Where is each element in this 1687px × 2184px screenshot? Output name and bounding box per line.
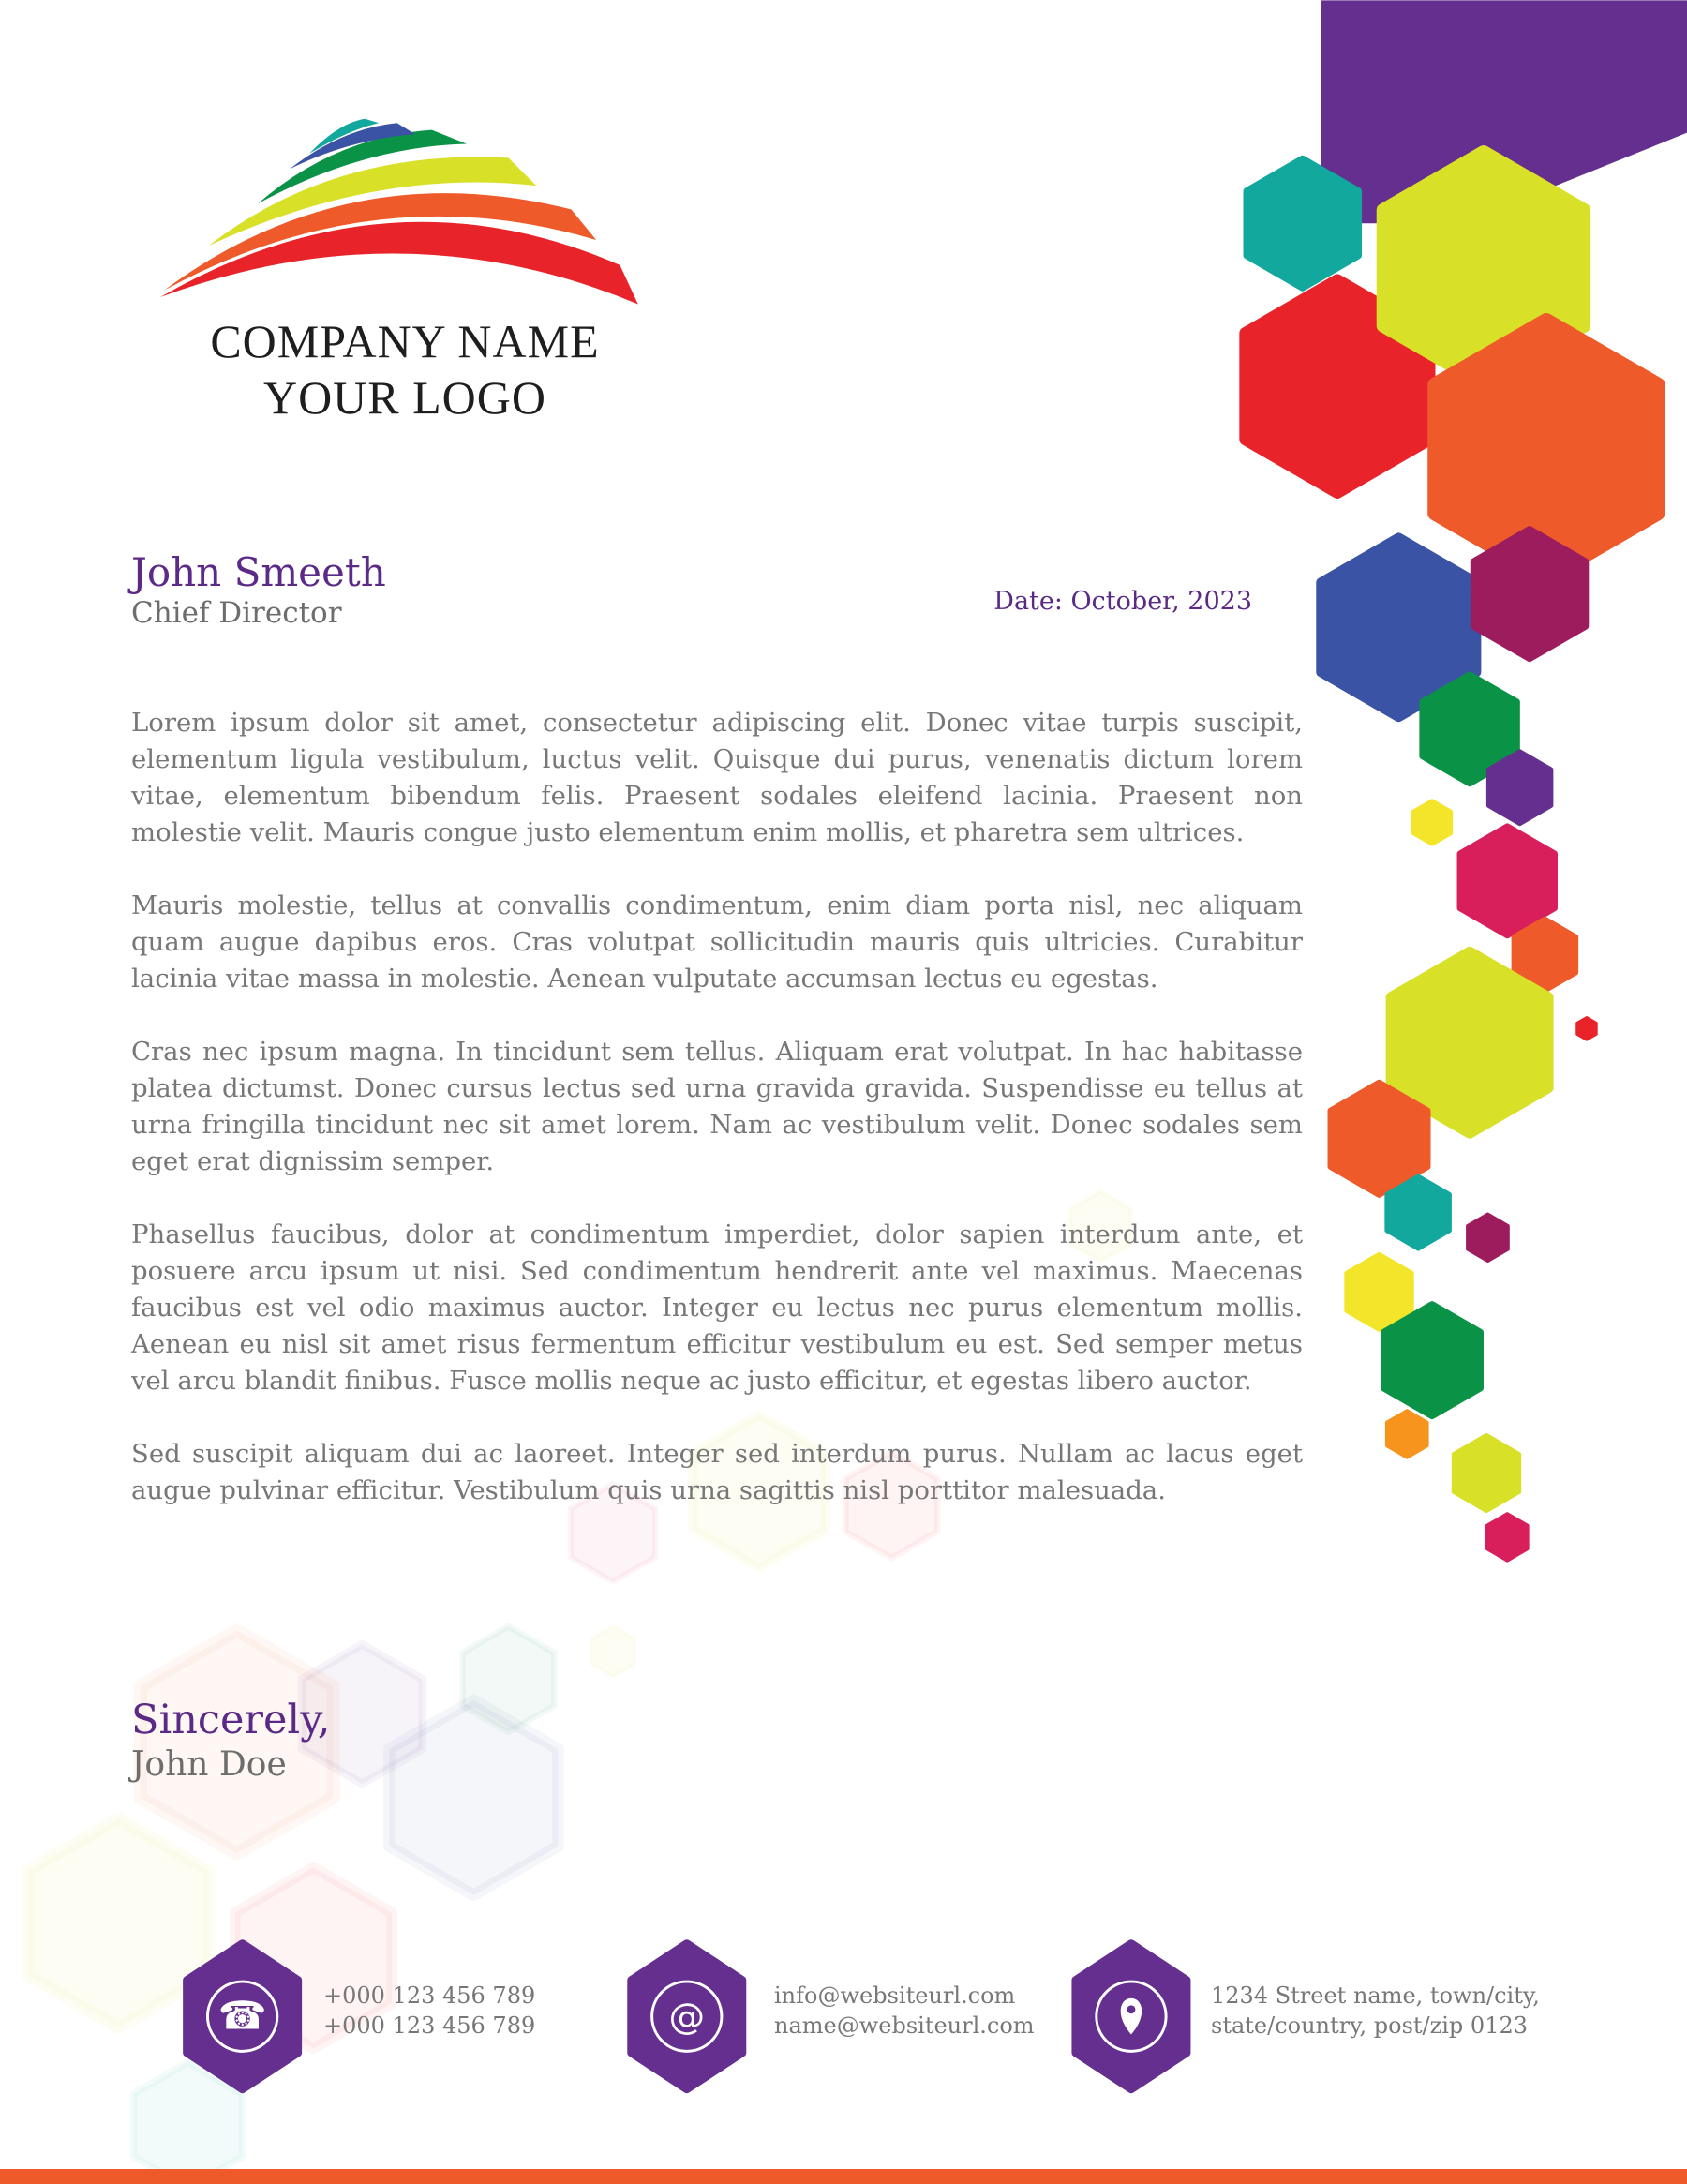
- svg-text:@: @: [668, 1996, 706, 2039]
- hexagon-shape: [463, 1626, 555, 1732]
- svg-text:☎: ☎: [217, 1992, 267, 2039]
- logo-rainbow-arcs: [160, 119, 638, 305]
- email-line-2[interactable]: name@websiteurl.com: [774, 2012, 1035, 2039]
- hexagon-shape: [389, 1700, 558, 1895]
- hexagon-shape: [1384, 1305, 1481, 1416]
- hexagon-shape: [1468, 1214, 1509, 1262]
- phone-line-1: +000 123 456 789: [323, 1982, 536, 2009]
- hexagon-shape: [591, 1626, 634, 1677]
- hexagon-shape: [1454, 1435, 1519, 1510]
- hexagon-shape: [1412, 800, 1451, 845]
- body-paragraph: Phasellus faucibus, dolor at condimentum imperdiet, dolor sapien interdum ante, et posuere arcu ipsum ut nisi. Sed condimentum hendrerit ante vel maximus. Maecenas faucibus est vel odio maximus auctor. Integer eu lectus nec purus elementum mollis. Aenean eu nisl sit amet risus fermentum efficitur vestibulum eu est. Sed semper metus vel arcu blandit finibus. Fusce mollis neque ac justo efficitur, et egestas libero auctor.: [131, 1219, 1303, 1396]
- hexagon-shape: [1247, 159, 1358, 288]
- email-line-1[interactable]: info@websiteurl.com: [774, 1982, 1016, 2009]
- hexagon-shape: [1486, 1514, 1528, 1562]
- sender-name: John Smeeth: [131, 549, 386, 595]
- contact-email: [774, 1981, 1035, 2041]
- address-line-1: 1234 Street name, town/city,: [1211, 1982, 1540, 2009]
- contact-phone: [323, 1981, 535, 2041]
- body-paragraph: Mauris molestie, tellus at convallis condimentum, enim diam porta nisl, nec aliquam quam augue dapibus eros. Cras volutpat sollicitudin mauris quis ultricies. Curabitur lacinia vitae massa in molestie. Aenean vulputate accumsan lectus eu egestas.: [131, 890, 1303, 994]
- hexagon-shape: [1387, 1176, 1450, 1249]
- logo-company-name: COMPANY NAME: [210, 315, 600, 367]
- address-line-2: state/country, post/zip 0123: [1211, 2012, 1529, 2039]
- closing-salutation: Sincerely,: [131, 1697, 331, 1743]
- body-paragraph: Lorem ipsum dolor sit amet, consectetur adipiscing elit. Donec vitae turpis suscipit, elementum ligula vestibulum, luctus velit. Quisque dui purus, venenatis dictum lorem vitae, elementum bibendum felis. Praesent sodales eleifend lacinia. Praesent non molestie velit. Mauris congue justo elementum enim mollis, et pharetra sem ultrices.: [131, 708, 1303, 847]
- sender-title: Chief Director: [131, 596, 342, 630]
- letter-date: Date: October, 2023: [993, 587, 1252, 616]
- at-icon: [668, 1997, 705, 2039]
- phone-icon: [218, 1993, 267, 2039]
- contact-address: [1211, 1981, 1540, 2041]
- logo-tagline: YOUR LOGO: [262, 371, 547, 424]
- footer-orange-bar: [0, 2169, 1687, 2184]
- body-paragraph: Sed suscipit aliquam dui ac laoreet. Integer sed interdum purus. Nullam ac lacus eget augue pulvinar efficitur. Vestibulum quis urna sagittis nisl porttitor malesuada.: [131, 1439, 1303, 1505]
- hexagon-shape: [28, 1818, 209, 2027]
- signer-name: John Doe: [131, 1745, 287, 1784]
- phone-line-2: +000 123 456 789: [323, 2012, 536, 2039]
- letter-body: [131, 705, 1303, 1546]
- hexagon-shape: [1577, 1017, 1597, 1040]
- body-paragraph: Cras nec ipsum magna. In tincidunt sem tellus. Aliquam erat volutpat. In hac habitasse platea dictumst. Donec cursus lectus sed urna gravida gravida. Suspendisse eu tellus at urna fringilla tincidunt nec sit amet lorem. Nam ac vestibulum velit. Donec sodales sem eget erat dignissim semper.: [131, 1037, 1303, 1176]
- hexagon-shape: [1488, 752, 1551, 824]
- hexagon-shape: [1474, 530, 1585, 658]
- hexagon-shape: [1386, 1411, 1427, 1458]
